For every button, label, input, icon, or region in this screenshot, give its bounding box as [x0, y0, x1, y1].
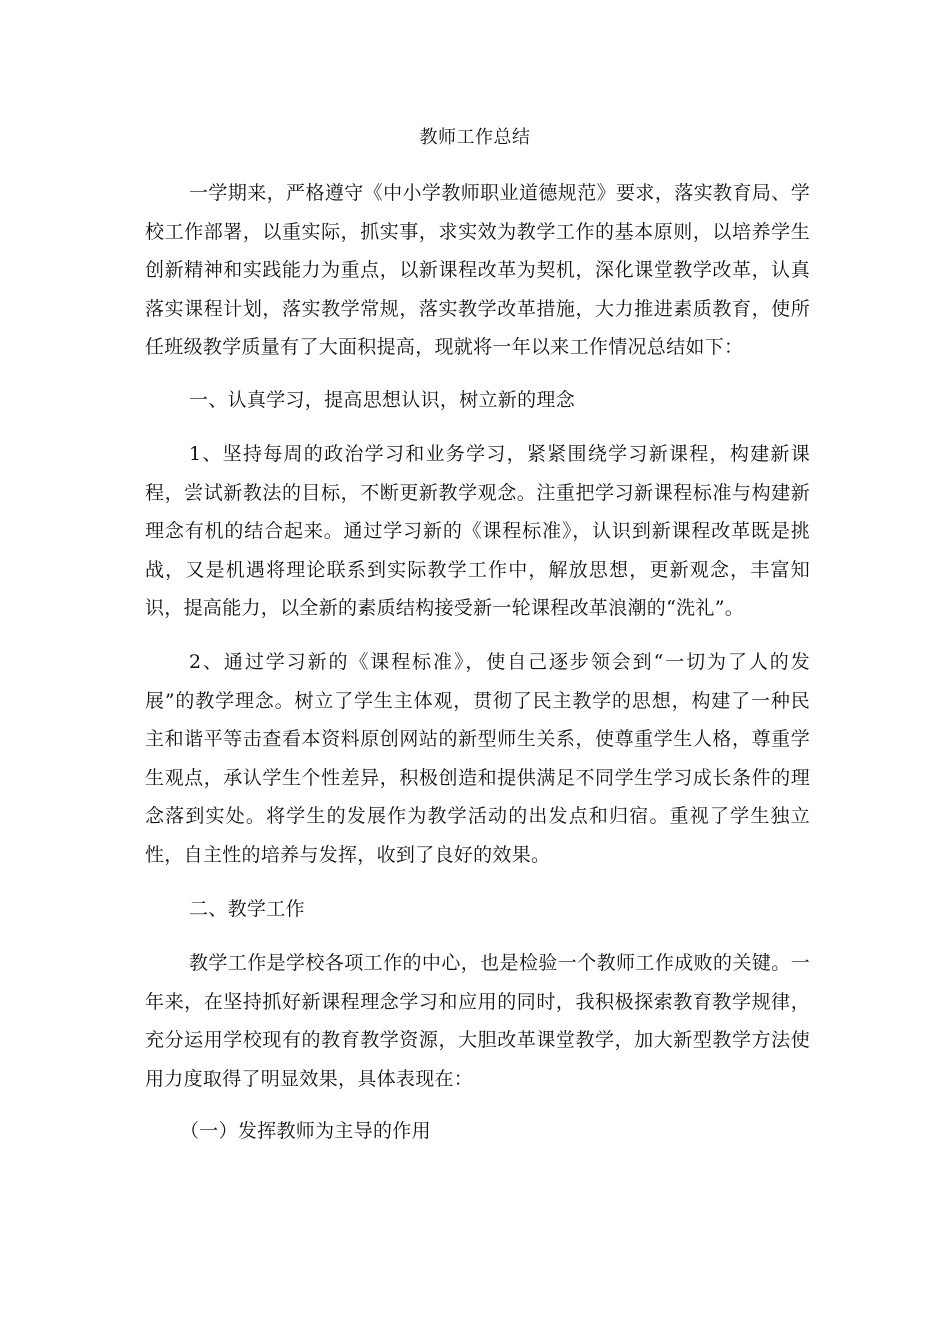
section-two-heading: 二、教学工作	[189, 898, 305, 920]
section-two-subheading-1: （一）发挥教师为主导的作用	[180, 1120, 431, 1142]
intro-paragraph: 一学期来，严格遵守《中小学教师职业道德规范》要求，落实教育局、学校工作部署，以重实际，抓实事，求实效为教学工作的基本原则，以培养学生创新精神和实践能力为重点，以新课程改革为契机，深化课堂教学改革，认真落实课程计划，落实教学常规，落实教学改革措施，大力推进素质教育，使所任班级教学质量有了大面积提高，现就将一年以来工作情况总结如下：	[145, 182, 810, 358]
section-two-body: 教学工作是学校各项工作的中心，也是检验一个教师工作成败的关键。一年来，在坚持抓好新课程理念学习和应用的同时，我积极探索教育教学规律，充分运用学校现有的教育教学资源，大胆改革课堂教学，加大新型教学方法使用力度取得了明显效果，具体表现在：	[145, 952, 810, 1090]
section-one-item-2: 2、通过学习新的《课程标准》，使自己逐步领会到“一切为了人的发展”的教学理念。树立了学生主体观，贯彻了民主教学的思想，构建了一种民主和谐平等击查看本资料原创网站的新型师生关系，使尊重学生人格，尊重学生观点，承认学生个性差异，积极创造和提供满足不同学生学习成长条件的理念落到实处。将学生的发展作为教学活动的出发点和归宿。重视了学生独立性，自主性的培养与发挥，收到了良好的效果。	[145, 651, 810, 866]
document-title: 教师工作总结	[419, 127, 531, 148]
section-one-heading: 一、认真学习，提高思想认识，树立新的理念	[189, 389, 576, 411]
section-one-item-1: 1、坚持每周的政治学习和业务学习，紧紧围绕学习新课程，构建新课程，尝试新教法的目标，不断更新教学观念。注重把学习新课程标准与构建新理念有机的结合起来。通过学习新的《课程标准》，认识到新课程改革既是挑战，又是机遇将理论联系到实际教学工作中，解放思想，更新观念，丰富知识，提高能力，以全新的素质结构接受新一轮课程改革浪潮的“洗礼”。	[145, 443, 810, 619]
